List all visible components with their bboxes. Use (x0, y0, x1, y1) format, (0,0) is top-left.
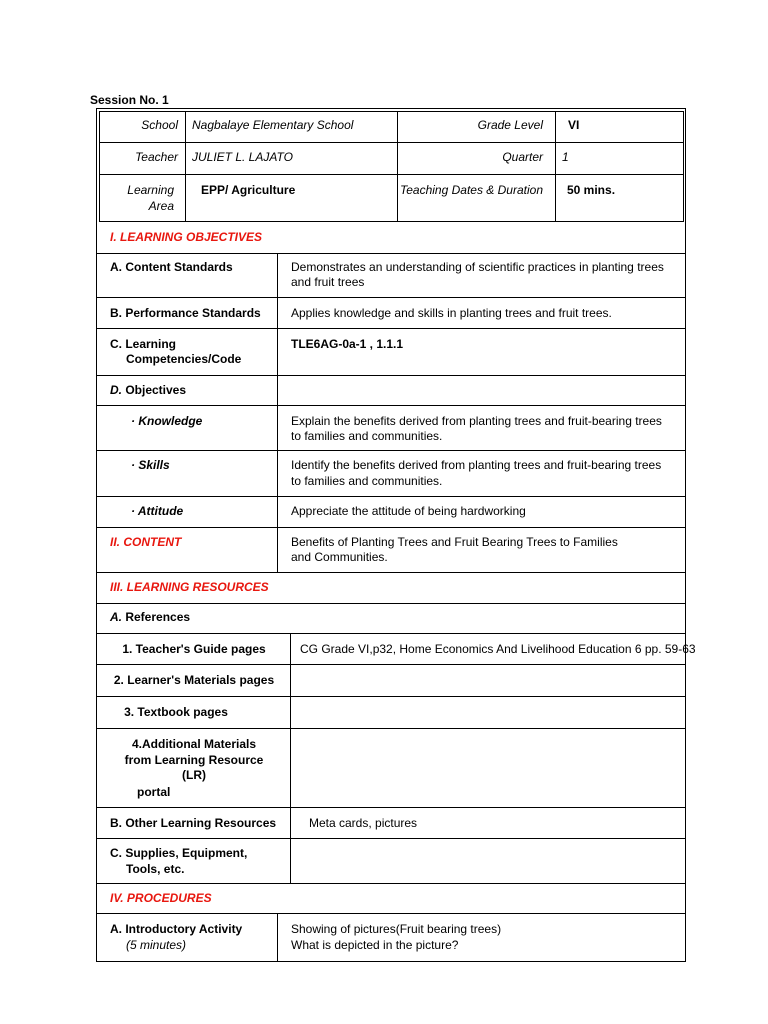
quarter-value: 1 (562, 150, 569, 164)
knowledge-text-2: to families and communities. (291, 429, 443, 443)
quarter-label: Quarter (502, 150, 543, 164)
content-standards-text-1: Demonstrates an understanding of scientific practices in planting trees (291, 260, 664, 274)
additional-materials-line-2: from Learning Resource (124, 753, 264, 767)
session-title: Session No. 1 (90, 93, 169, 107)
header-info-box (99, 111, 684, 222)
performance-standards-label: B. Performance Standards (110, 306, 261, 320)
supplies-label-1: C. Supplies, Equipment, (110, 846, 248, 860)
competencies-code: TLE6AG-0a-1 , 1.1.1 (291, 337, 404, 351)
learning-area-label-2: Area (148, 199, 174, 213)
learning-objectives-heading: I. LEARNING OBJECTIVES (110, 230, 263, 244)
procedures-heading: IV. PROCEDURES (110, 891, 212, 905)
teaching-dates-label: Teaching Dates & Duration (400, 183, 543, 197)
school-label: School (141, 118, 178, 132)
grade-level-value: VI (568, 118, 580, 132)
learning-area-label-1: Learning (127, 183, 174, 197)
competencies-label-2: Competencies/Code (126, 352, 242, 366)
introductory-activity-text-1: Showing of pictures(Fruit bearing trees) (291, 922, 502, 936)
textbook-pages-label: 3. Textbook pages (124, 705, 228, 719)
skills-text-2: to families and communities. (291, 474, 443, 488)
additional-materials-line-1: 4.Additional Materials (131, 737, 257, 751)
teachers-guide-value: CG Grade VI,p32, Home Economics And Livelihood Education 6 pp. 59-63 (300, 642, 696, 656)
learning-resources-heading: III. LEARNING RESOURCES (110, 580, 269, 594)
skills-label: · Skills (131, 458, 170, 472)
attitude-text: Appreciate the attitude of being hardworking (291, 504, 526, 518)
teaching-dates-value: 50 mins. (567, 183, 616, 197)
additional-materials-line-3: (LR) (182, 768, 206, 782)
grade-level-label: Grade Level (477, 118, 543, 132)
teacher-value: JULIET L. LAJATO (192, 150, 293, 164)
introductory-activity-text-2: What is depicted in the picture? (291, 938, 459, 952)
content-standards-text-2: and fruit trees (291, 275, 365, 289)
content-standards-label: A. Content Standards (110, 260, 233, 274)
content-text-1: Benefits of Planting Trees and Fruit Bearing Trees to Families (291, 535, 618, 549)
teacher-label: Teacher (135, 150, 178, 164)
introductory-activity-time: (5 minutes) (126, 938, 187, 952)
introductory-activity-label: A. Introductory Activity (110, 922, 243, 936)
competencies-label-1: C. Learning (110, 337, 177, 351)
other-resources-value: Meta cards, pictures (309, 816, 418, 830)
attitude-label: · Attitude (131, 504, 184, 518)
references-label: A. References (110, 610, 191, 624)
skills-text-1: Identify the benefits derived from planting trees and fruit-bearing trees (291, 458, 662, 472)
content-text-2: and Communities. (291, 550, 388, 564)
objectives-label: D. Objectives (110, 383, 187, 397)
additional-materials-line-4: portal (137, 785, 171, 799)
knowledge-text-1: Explain the benefits derived from planting trees and fruit-bearing trees (291, 414, 662, 428)
learners-materials-label: 2. Learner's Materials pages (113, 673, 275, 687)
content-heading: II. CONTENT (110, 535, 182, 549)
other-resources-label: B. Other Learning Resources (110, 816, 277, 830)
performance-standards-text: Applies knowledge and skills in planting trees and fruit trees. (291, 306, 612, 320)
knowledge-label: · Knowledge (131, 414, 203, 428)
school-value: Nagbalaye Elementary School (192, 118, 354, 132)
learning-area-value: EPP/ Agriculture (201, 183, 296, 197)
supplies-label-2: Tools, etc. (126, 862, 185, 876)
teachers-guide-label: 1. Teacher's Guide pages (122, 642, 266, 656)
